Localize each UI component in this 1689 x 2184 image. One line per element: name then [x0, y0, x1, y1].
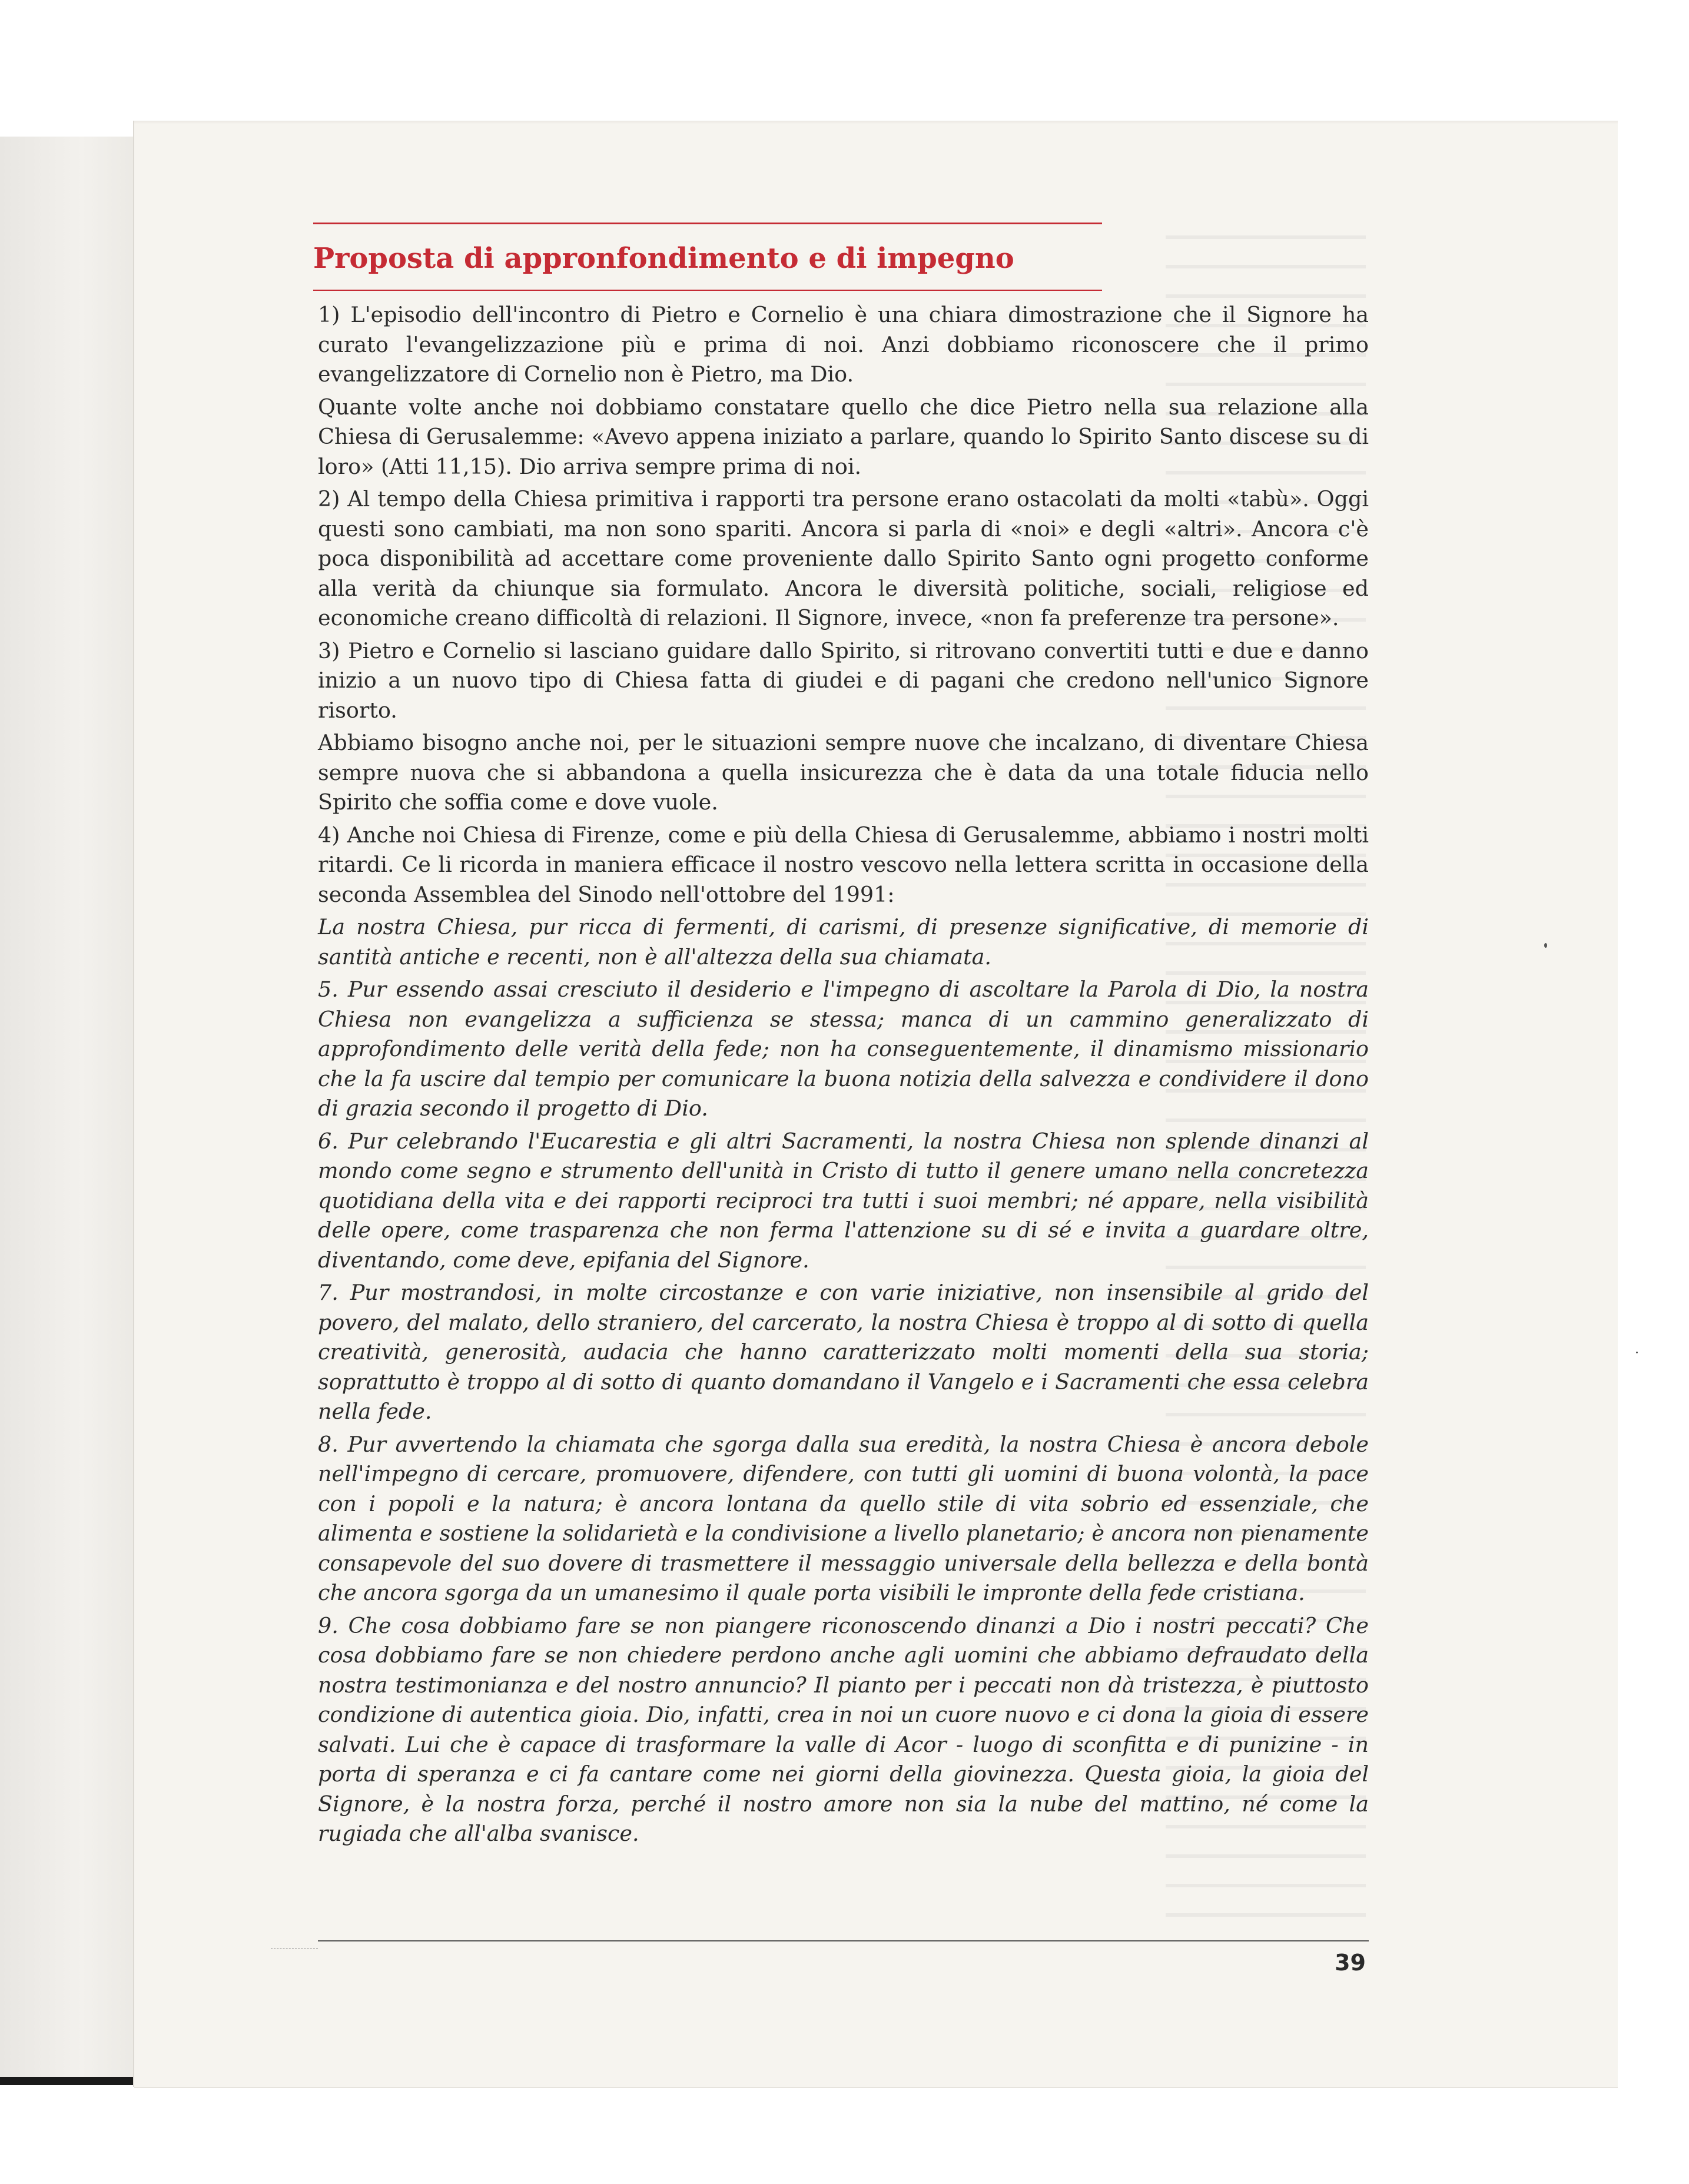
quoted-paragraph: La nostra Chiesa, pur ricca di fermenti, di carismi, di presenze significative, di memorie di santità antiche e recenti, non è all'altezza della sua chiamata. [318, 914, 1369, 970]
paper-speck [1544, 943, 1547, 948]
section-heading: Proposta di appronfondimento e di impegno [313, 242, 1014, 275]
page-number: 39 [1335, 1950, 1366, 1976]
quoted-paragraph: 7. Pur mostrandosi, in molte circostanze e con varie iniziative, non insensibile al grido del povero, del malato, dello straniero, del carcerato, la nostra Chiesa è troppo al di sotto di quella creatività, generosità, audacia che hanno caratterizzato molti momenti della sua storia; soprattutto è troppo al di sotto di quanto domandano il Vangelo e i Sacramenti che essa celebra nella fede. [318, 1280, 1369, 1424]
page-top-edge [134, 121, 1618, 124]
paragraph: Abbiamo bisogno anche noi, per le situazioni sempre nuove che incalzano, di diventare Chiesa sempre nuova che si abbandona a quella insicurezza che è data da una totale fiducia nello Spirito che soffia come e dove vuole. [318, 730, 1369, 815]
footer-rule [318, 1940, 1369, 1941]
heading-top-rule [313, 223, 1102, 224]
left-page-shadow [0, 2077, 137, 2085]
quoted-paragraph: 6. Pur celebrando l'Eucarestia e gli altri Sacramenti, la nostra Chiesa non splende dinanzi al mondo come segno e strumento dell'unità in Cristo di tutto il genere umano nella concretezza quotidiana della vita e dei rapporti reciproci tra tutti i suoi membri; né appare, nella visibilità delle opere, come trasparenza che non ferma l'attenzione su di sé e invita a guardare oltre, diventando, come deve, epifania del Signore. [318, 1128, 1369, 1273]
quoted-paragraph: 8. Pur avvertendo la chiamata che sgorga dalla sua eredità, la nostra Chiesa è ancora debole nell'impegno di cercare, promuovere, difendere, con tutti gli uomini di buona volontà, la pace con i popoli e la natura; è ancora lontana da quello stile di vita sobrio ed essenziale, che alimenta e sostiene la solidarietà e la condivisione a livello planetario; è ancora non pienamente consapevole del suo dovere di trasmettere il messaggio universale della bellezza e della bontà che ancora sgorga da un umanesimo il quale porta visibili le impronte della fede cristiana. [318, 1431, 1369, 1605]
paragraph: 3) Pietro e Cornelio si lasciano guidare dallo Spirito, si ritrovano convertiti tutti e due e danno inizio a un nuovo tipo di Chiesa fatta di giudei e di pagani che credono nell'unico Signore risorto. [318, 638, 1369, 723]
paragraph: Quante volte anche noi dobbiamo constatare quello che dice Pietro nella sua relazione alla Chiesa di Gerusalemme: «Avevo appena iniziato a parlare, quando lo Spirito Santo discese su di loro» (Atti 11,15). Dio arriva sempre prima di noi. [318, 394, 1369, 479]
heading-underline [313, 290, 1102, 291]
left-page-edge [0, 137, 137, 2085]
quoted-paragraph: 5. Pur essendo assai cresciuto il desiderio e l'impegno di ascoltare la Parola di Dio, la nostra Chiesa non evangelizza a sufficienza se stessa; manca di un cammino generalizzato di approfondimento delle verità della fede; non ha conseguentemente, il dinamismo missionario che la fa uscire dal tempio per comunicare la buona notizia della salvezza e condividere il dono di grazia secondo il progetto di Dio. [318, 977, 1369, 1121]
paper-speck [1636, 1352, 1638, 1353]
paragraph: 4) Anche noi Chiesa di Firenze, come e più della Chiesa di Gerusalemme, abbiamo i nostri molti ritardi. Ce li ricorda in maniera efficace il nostro vescovo nella lettera scritta in occasione della seconda Assemblea del Sinodo nell'ottobre del 1991: [318, 822, 1369, 907]
paragraph: 1) L'episodio dell'incontro di Pietro e Cornelio è una chiara dimostrazione che il Signore ha curato l'evangelizzazione più e prima di noi. Anzi dobbiamo riconoscere che il primo evangelizzatore di Cornelio non è Pietro, ma Dio. [318, 302, 1369, 387]
footer-rule-stub [271, 1948, 318, 1949]
quoted-paragraph: 9. Che cosa dobbiamo fare se non piangere riconoscendo dinanzi a Dio i nostri peccati? Che cosa dobbiamo fare se non chiedere perdono anche agli uomini che abbiamo defraudato della nostra testimonianza e del nostro annuncio? Il pianto per i peccati non dà tristezza, è piuttosto condizione di autentica gioia. Dio, infatti, crea in noi un cuore nuovo e ci dona la gioia di essere salvati. Lui che è capace di trasformare la valle di Acor - luogo di sconfitta e di punizine - in porta di speranza e ci fa cantare come nei giorni della giovinezza. Questa gioia, la gioia del Signore, è la nostra forza, perché il nostro amore non sia la nube del mattino, né come la rugiada che all'alba svanisce. [318, 1612, 1369, 1846]
paragraph: 2) Al tempo della Chiesa primitiva i rapporti tra persone erano ostacolati da molti «tabù». Oggi questi sono cambiati, ma non sono spariti. Ancora si parla di «noi» e degli «altri». Ancora c'è poca disponibilità ad accettare come proveniente dallo Spirito Santo ogni progetto conforme alla verità da chiunque sia formulato. Ancora le diversità politiche, sociali, religiose ed economiche creano difficoltà di relazioni. Il Signore, invece, «non fa preferenze tra persone». [318, 486, 1369, 630]
body-text [318, 300, 1369, 1852]
